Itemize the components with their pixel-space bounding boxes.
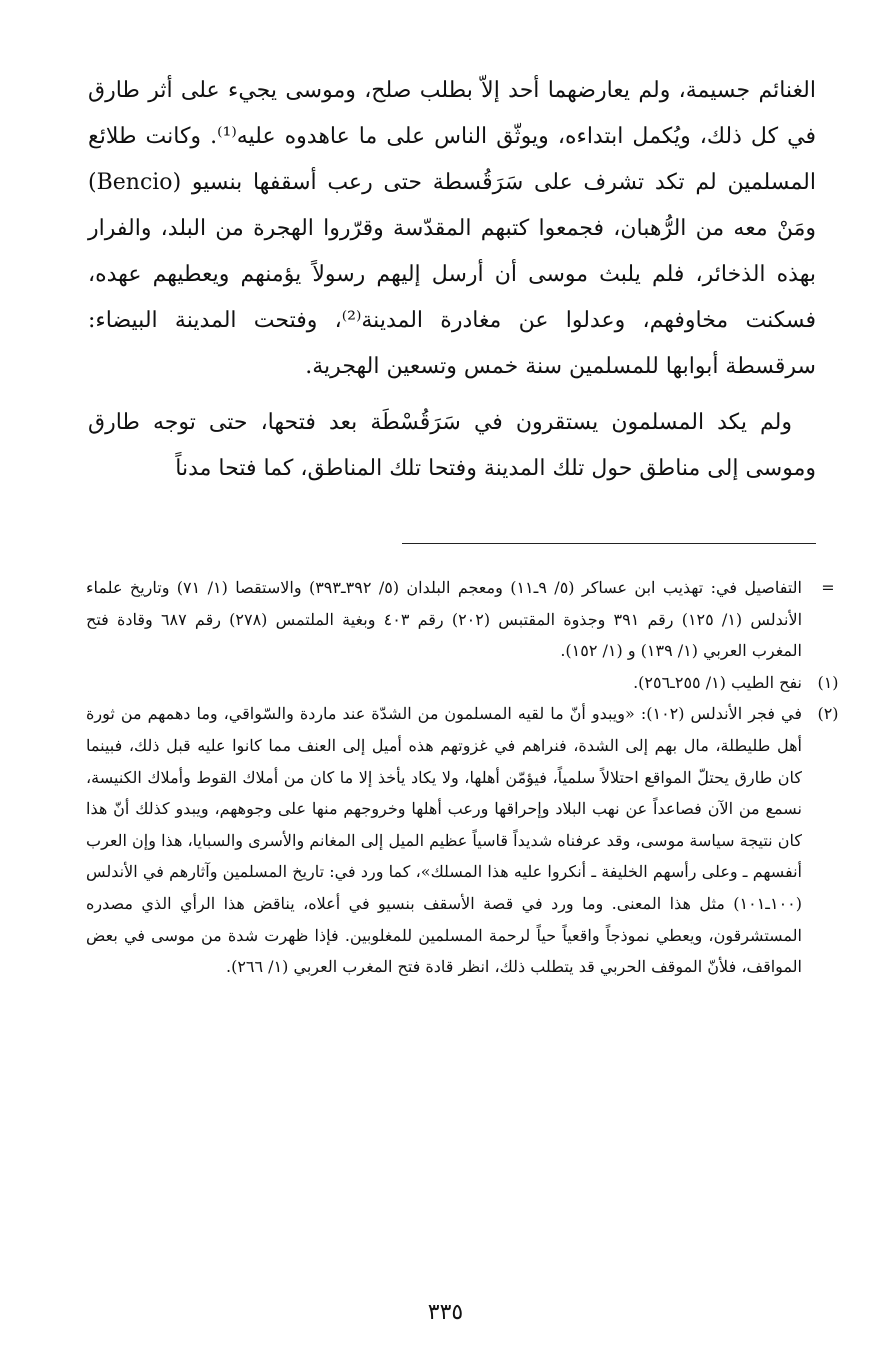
footnote-1 [86, 667, 846, 699]
footnotes [86, 572, 846, 983]
page-number: ٣٣٥ [427, 1300, 464, 1325]
footnote-text: التفاصيل في: تهذيب ابن عساكر (٥/ ٩ـ١١) ومعجم البلدان (٥/ ٣٩٢ـ٣٩٣) والاستقصا (١/ ٧١) وتاريخ علماء الأندلس (١/ ١٢٥) رقم ٣٩١ وجذوة المقتبس (٢٠٢) رقم ٤٠٣ وبغية الملتمس (٢٧٨) رقم ٦٨٧ وقادة فتح المغرب العربي (١/ ١٣٩) و (١/ ١٥٢). [86, 578, 803, 661]
body-paragraph-1: الغنائم جسيمة، ولم يعارضهما أحد إلاّ بطلب صلح، وموسى يجيء على أثر طارق في كل ذلك، ويُكمل ابتداءه، ويوثّق الناس على ما عاهدوه عليه⁽¹⁾. وكانت طلائع المسلمين لم تكد تشرف على سَرَقُسطة حتى رعب أسقفها بنسيو (Bencio) ومَنْ معه من الرُّهبان، فجمعوا كتبهم المقدّسة وقرّروا الهجرة من البلد، والفرار بهذه الذخائر، فلم يلبث موسى أن أرسل إليهم رسولاً يؤمنهم ويعطيهم عهده، فسكنت مخاوفهم، وعدلوا عن مغادرة المدينة⁽²⁾، وفتحت المدينة البيضاء: سرقسطة أبوابها للمسلمين سنة خمس وتسعين الهجرية. [88, 78, 816, 379]
body-paragraph-2: ولم يكد المسلمون يستقرون في سَرَقُسْطَة بعد فتحها، حتى توجه طارق وموسى إلى مناطق حول تلك المدينة وفتحا تلك المناطق، كما فتحا مدناً [88, 410, 816, 481]
footnote-text: نفح الطيب (١/ ٢٥٥ـ٢٥٦). [633, 672, 802, 692]
footnote-text: في فجر الأندلس (١٠٢): «ويبدو أنّ ما لقيه المسلمون من الشدّة عند ماردة والسّواقي، وما دهمهم من ثورة أهل طليطلة، مال بهم إلى الشدة، فنراهم في غزوتهم هذه أميل إلى العنف مما كانوا عليه قبل ذلك، فبينما كان طارق يحتلّ المواقع احتلالاً سلمياً، فيؤمّن أهلها، ولا يكاد يأخذ إلا ما كان من أملاك القوط وأملاك الكنيسة، نسمع من الآن فصاعداً عن نهب البلاد وإحراقها ورعب أهلها وخروجهم منها على وجوههم، ويبدو كذلك أنّ هذا كان نتيجة سياسة موسى، وقد عرفناه شديداً قاسياً عظيم الميل إلى المغانم والأسرى والسبايا، هذا وإن العرب أنفسهم ـ وعلى رأسهم الخليفة ـ أنكروا عليه هذا المسلك»، كما ورد في: تاريخ المسلمين وآثارهم في الأندلس (١٠٠ـ١٠١) مثل هذا المعنى. وما ورد في قصة الأسقف بنسيو في أعلاه، يناقض هذا الرأي الذي مصدره المستشرقون، ويعطي نموذجاً واقعياً حياً لرحمة المسلمين للمغلوبين. فإذا ظهرت شدة من موسى في بعض المواقف، فلأنّ الموقف الحربي قد يتطلب ذلك، انظر قادة فتح المغرب العربي (١/ ٢٦٦). [86, 704, 803, 977]
footnote-continuation [86, 572, 846, 667]
footnote-separator [402, 543, 816, 544]
footnote-marker: (٢) [817, 704, 839, 724]
main-text [88, 68, 816, 492]
footnote-marker: (١) [817, 672, 839, 692]
footnote-marker: = [821, 578, 835, 597]
footnote-2 [86, 698, 846, 982]
